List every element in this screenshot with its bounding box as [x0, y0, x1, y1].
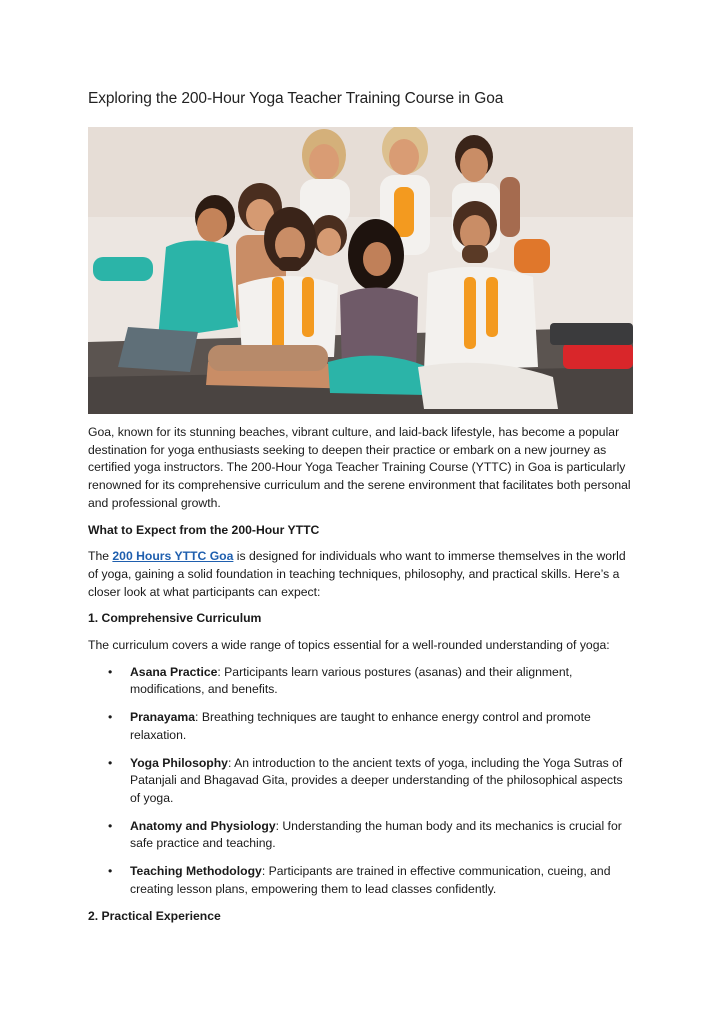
subheading-practical-text: 2. Practical Experience: [88, 909, 221, 924]
topic-desc: : Understanding the human body and its mechanics is crucial for safe practice and teaching.: [130, 818, 622, 851]
list-item: [88, 755, 636, 808]
topic-term: Yoga Philosophy: [130, 755, 228, 770]
bullet-icon: •: [108, 755, 113, 770]
subheading-curriculum-text: 1. Comprehensive Curriculum: [88, 611, 262, 626]
photo-mat: [563, 343, 633, 369]
document-title: Exploring the 200-Hour Yoga Teacher Training Course in Goa: [88, 90, 504, 107]
overview-paragraph: [88, 548, 636, 601]
overview-suffix: is designed for individuals who want to immerse themselves in the world of yoga, gaining a solid foundation in teaching techniques, philosophy, and practical skills. Here’s a closer look at what participants can expect:: [88, 549, 626, 599]
topic-desc: : Breathing techniques are taught to enhance energy control and promote relaxation.: [130, 710, 591, 742]
bullet-icon: •: [108, 864, 113, 879]
yoga-group-illustration: [88, 127, 633, 414]
bullet-icon: •: [108, 664, 113, 679]
topic-list: [88, 664, 636, 899]
topic-term: Teaching Methodology: [130, 864, 262, 879]
bullet-icon: •: [108, 818, 113, 833]
list-item: [88, 709, 636, 744]
yttc-goa-link[interactable]: 200 Hours YTTC Goa: [112, 549, 234, 564]
bullet-icon: •: [108, 710, 113, 725]
topic-term: Pranayama: [130, 710, 196, 725]
topic-term: Asana Practice: [130, 664, 218, 679]
topic-desc: : Participants are trained in effective communication, cueing, and creating lesson plans, empowering them to lead classes confidently.: [130, 864, 611, 896]
overview-prefix: The: [88, 549, 113, 564]
topic-term: Anatomy and Physiology: [130, 818, 276, 833]
topic-desc: : An introduction to the ancient texts of yoga, including the Yoga Sutras of Patanjali and Bhagavad Gita, provides a deeper understanding of the philosophical aspects of yoga.: [130, 755, 623, 805]
group-photo: [88, 127, 633, 414]
list-item: [88, 818, 636, 853]
section-heading: [88, 522, 636, 540]
section-heading-text: What to Expect from the 200-Hour YTTC: [88, 522, 320, 537]
topic-desc: : Participants learn various postures (asanas) and their alignment, modifications, and benefits.: [130, 664, 573, 697]
curriculum-intro: The curriculum covers a wide range of topics essential for a well-rounded understanding of yoga:: [88, 638, 610, 653]
intro-paragraph: Goa, known for its stunning beaches, vibrant culture, and laid-back lifestyle, has become a popular destination for yoga enthusiasts seeking to deepen their practice or embark on a new journey as certified yoga instructors. The 200-Hour Yoga Teacher Training Course (YTTC) in Goa is particularly renowned for its comprehensive curriculum and the serene environment that facilitates both personal and professional growth.: [88, 425, 631, 510]
list-item: [88, 664, 636, 699]
article-body: [88, 424, 636, 935]
list-item: [88, 863, 636, 898]
subheading-practical: [88, 908, 636, 926]
subheading-curriculum: [88, 610, 636, 628]
